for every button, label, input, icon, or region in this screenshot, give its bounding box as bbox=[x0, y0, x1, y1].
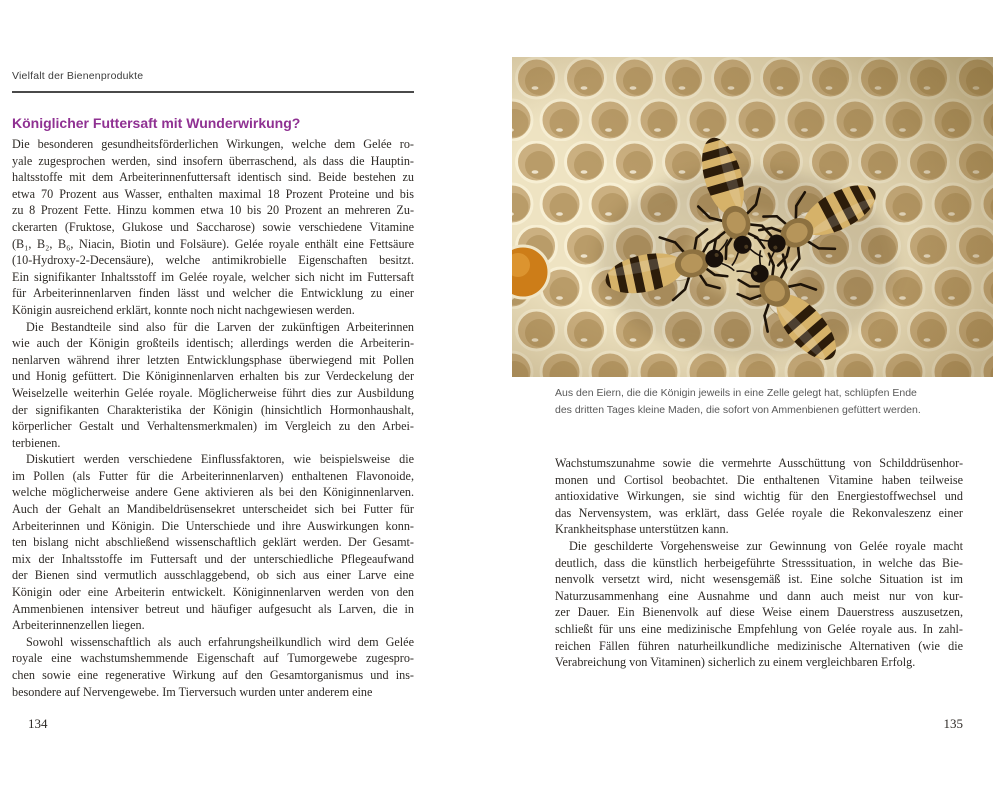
text-line: zu 8 Prozent Fette. Hinzu kommen etwa 10 bis 20 Prozent an mehreren Zu- bbox=[12, 203, 414, 218]
paragraph bbox=[555, 455, 963, 538]
text-line: körperlicher Gestalt und Verhaltensmerkmalen) im Vergleich zu den Arbei- bbox=[12, 419, 414, 434]
text-line: Die geschilderte Vorgehensweise zur Gewinnung von Gelée royale macht bbox=[569, 538, 963, 553]
text-line: für Arbeiterinnenlarven finden lässt und welcher die Entwicklung zu einer bbox=[12, 286, 414, 301]
text-line: terbienen. bbox=[12, 435, 61, 450]
bees-honeycomb-photo bbox=[512, 57, 993, 377]
text-line: Sowohl wissenschaftlich als auch erfahrungsheilkundlich wird dem Gelée bbox=[26, 634, 414, 649]
paragraph bbox=[555, 538, 963, 671]
text-line: ckerarten (Fruktose, Glukose und Saccharose) sowie verschiedene Vitamine bbox=[12, 219, 414, 234]
text-line: Krankheitsphase unterstützen kann. bbox=[555, 522, 729, 537]
text-line: mix der Inhaltsstoffe im Futtersaft und der unterschiedliche Pflegeaufwand bbox=[12, 551, 414, 566]
photo-caption bbox=[555, 385, 975, 418]
text-line: besondere auf Nervengewebe. Im Tierversuch wurden unter anderem eine bbox=[12, 684, 373, 699]
right-page-text bbox=[555, 455, 963, 671]
text-line: Verabreichung von Vitaminen) sicherlich zu einem vergleichbaren Erfolg. bbox=[555, 655, 916, 670]
left-page-text bbox=[12, 136, 414, 700]
text-line: Arbeiterinnenzellen liegen. bbox=[12, 618, 145, 633]
text-line: im Pollen (als Futter für die Arbeiterinnenlarven) enthaltenen Flavonoide, bbox=[12, 468, 414, 483]
page-number-right: 135 bbox=[943, 716, 963, 731]
bees-honeycomb-illustration bbox=[512, 57, 993, 377]
caption-line: des dritten Tages kleine Maden, die sofort von Ammenbienen gefüttert werden. bbox=[555, 403, 921, 416]
text-line: das Nervensystem, was erklärt, dass Gelée royale die Rekonvaleszenz einer bbox=[555, 505, 963, 520]
text-line: nenlarven während ihrer letzten Entwicklungsphase überwiegend mit Pollen bbox=[12, 352, 414, 367]
paragraph bbox=[12, 136, 414, 319]
text-line: Die besonderen gesundheitsförderlichen Wirkungen, welche dem Gelée ro- bbox=[12, 137, 414, 151]
text-line: wie auch der Königin großteils identisch; allerdings werden die Arbeiterin- bbox=[12, 336, 414, 351]
text-line: haltsstoffe mit dem Arbeiterinnenfuttersaft identisch sind. Beide bestehen zu bbox=[12, 170, 414, 185]
text-line: Arbeiterinnen und Königin. Die Unterschiede und ihre Auswirkungen konn- bbox=[12, 518, 414, 533]
text-line: und Honig gefüttert. Die Königinnenlarven erhalten bis zur Verdeckelung der bbox=[12, 369, 414, 384]
section-heading: Königlicher Futtersaft mit Wunderwirkung? bbox=[12, 115, 301, 131]
text-line: ten bislang nicht abschließend wissenschaftlich geklärt werden. Der Gesamt- bbox=[12, 535, 414, 550]
text-line: royale eine wachstumshemmende Eigenschaft auf Tumorgewebe zugespro- bbox=[12, 651, 414, 666]
text-line: nenvolk versetzt wird, nicht wesensgemäß ist. Eine solche Situation ist im bbox=[555, 572, 963, 587]
text-line: der Bienen sind vermutlich ausschlaggebend, ob sich aus einer Larve eine bbox=[12, 568, 414, 583]
honey-filled-cell bbox=[512, 246, 549, 298]
text-line: Die Bestandteile sind also für die Larven der zukünftigen Arbeiterinnen bbox=[26, 319, 414, 334]
text-line: Königin oder eine Arbeiterin entwickelt. Königinnenlarven werden von den bbox=[12, 585, 414, 600]
text-line: Weiselzelle weiterhin Gelée royale. Möglicherweise führt dies zur Ausbildung bbox=[12, 385, 414, 400]
text-line: reichen Fällen führen naturheilkundliche medizinische Alternativen (wie die bbox=[555, 638, 963, 653]
text-line: schließt für uns eine medizinische Empfehlung von Gelée royale aus. In zahl- bbox=[555, 621, 963, 636]
text-line: zer Dauer. Ein Bienenvolk auf diese Weise einem Dauerstress auszusetzen, bbox=[555, 605, 963, 620]
text-line: Diskutiert werden verschiedene Einflussfaktoren, wie beispielsweise die bbox=[26, 452, 414, 467]
caption-line: Aus den Eiern, die die Königin jeweils in eine Zelle gelegt hat, schlüpfen Ende bbox=[555, 387, 917, 399]
text-line: antioxidative Wirkungen, sie sind wichtig für den Energiestoffwechsel und bbox=[555, 489, 963, 504]
text-line: welche möglicherweise andere Gene aktivieren als bei den Königinnenlarven. bbox=[12, 485, 414, 500]
page-number-left: 134 bbox=[28, 716, 48, 731]
running-head: Vielfalt der Bienenprodukte bbox=[12, 70, 144, 82]
text-line: Naturzusammenhang eine Ausnahme und dann auch meist nur von kur- bbox=[555, 588, 963, 603]
text-line: Ammenbienen intensiver betreut und häufiger aufgesucht als Larven, die in bbox=[12, 601, 414, 616]
text-line: Wachstumszunahme sowie die vermehrte Ausschüttung von Schilddrüsenhor- bbox=[555, 456, 963, 470]
paragraph bbox=[12, 634, 414, 700]
text-line: Auch der Gehalt an Mandibeldrüsensekret unterscheidet sich bei Futter für bbox=[12, 502, 414, 517]
text-line: chen sowie eine regenerative Wirkung auf den Gesamtorganismus und ins- bbox=[12, 668, 414, 682]
text-line: etwa 70 Prozent aus Wasser, enthalten maximal 18 Prozent Proteine und bis bbox=[12, 186, 414, 201]
text-line: (10-Hydroxy-2-Decensäure), welche antimikrobielle Eigenschaften besitzt. bbox=[12, 253, 414, 268]
text-line: deutlich, dass die künstlich herbeigeführte Stresssituation, in welche das Bie- bbox=[555, 555, 963, 570]
header-rule bbox=[12, 91, 414, 93]
text-line: yale zugesprochen werden, sind insofern überraschend, als dass die Hauptin- bbox=[12, 153, 414, 168]
text-line: monen und Cortisol beobachtet. Die enthaltenen Vitamine haben teilweise bbox=[555, 472, 963, 487]
text-line: (B₁, B₂, B₆, Niacin, Biotin und Folsäure). Gelée royale enthält eine Fettsäure bbox=[12, 236, 414, 251]
paragraph bbox=[12, 451, 414, 634]
text-line: Königin ausreichend erklärt, konnte noch nicht nachgewiesen werden. bbox=[12, 302, 355, 317]
text-line: der signifikanten Charakteristika der Königin (hinsichtlich Hormonhaushalt, bbox=[12, 402, 414, 417]
text-line: Ein signifikanter Inhaltsstoff im Gelée royale, welcher sich nicht im Futtersaft bbox=[12, 269, 414, 284]
paragraph bbox=[12, 319, 414, 452]
